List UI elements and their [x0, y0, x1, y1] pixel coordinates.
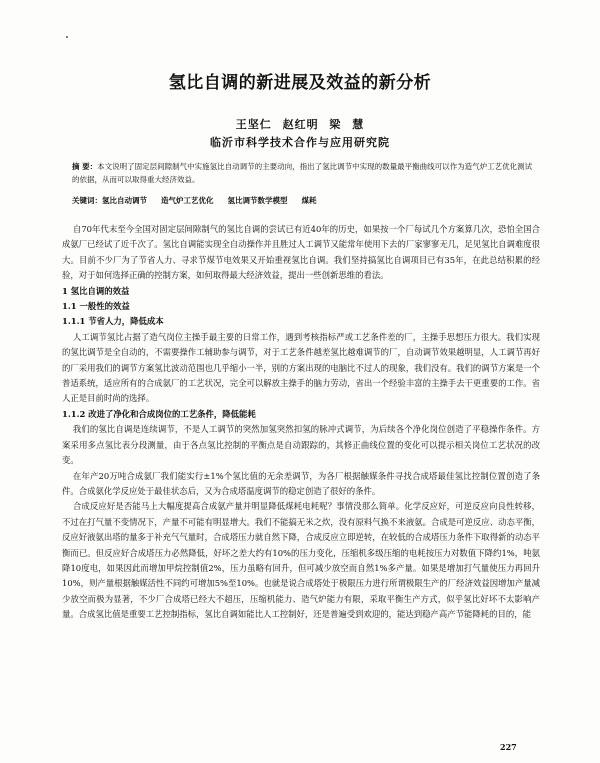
body-text	[62, 222, 540, 623]
section-heading-1-1-1: 1.1.1 节省人力，降低成本	[62, 316, 164, 327]
abstract-label: 摘 要：	[72, 162, 98, 171]
paragraph-synthesis: 合成反应好是否能马上大幅度提高合成氨产量并明显降低煤耗电耗呢？事情没那么简单。化学反应好，可逆反应向良性转移，不过在打气量不变情况下，产量不可能有明显增大。我们不能搞无米之炊，没有原料气换不来液氨。合成是可逆反应、动态平衡，反应好液氨出塔的量多于补充气气量时，合成塔压力就自然下降，合成反应立即逆转，在较低的合成塔压力条件下取得新的动态平衡而已。但反应好合成塔压力必然降低，好坏之差大约有10%的压力变化，压缩机多级压缩的电耗按压力对数值下降约1%，吨氨降10度电，如果因此而增加甲烷控制值2%，压力虽略有回升，但可减少放空而自然1%多产量。如果是增加打气量使压力再回升10%，则产量根据触媒活性不同约可增加5%至10%。也就是说合成塔处于极限压力进行所谓极限生产的厂经济效益因增加产量减少放空而极为显著，不少厂合成塔已经大不超压，压缩机能力、造气炉能力有限，采取平衡生产方式，似乎氢比好坏不太影响产量。合成氢比值是重要工艺控制指标，氢比自调如能比人工控制好，还是普遍受到欢迎的，能达到稳产高产节能降耗的目的，能	[62, 501, 540, 620]
keyword: 煤耗	[301, 196, 317, 205]
scan-speck	[66, 36, 68, 38]
author-line: 王坚仁 赵红明 梁 慧	[235, 118, 365, 131]
paragraph-labor: 人工调节氢比占据了造气岗位主操手最主要的日常工作，遇到考核指标严或工艺条件差的厂，主操手思想压力很大。我们实现的氢比调节是全自动的，不需要操作工辅助参与调节，对于工艺条件越差氢比越难调节的厂，自动调节效果越明显，人工调节再好的厂采用我们的调节方案氢比波动范围也几乎缩小一半，别的方案出现的电脑比不过人的现象，我们没有。我们的调节方案是一个普适系统，适应所有的合成氨厂的工艺状况，完全可以解放主操手的脑力劳动，省出一个经验丰富的主操手去干更重要的工作。省人正是目前时尚的选择。	[62, 331, 540, 404]
affiliation: 临沂市科学技术合作与应用研究院	[210, 136, 390, 149]
keywords	[72, 194, 538, 207]
keyword: 氢比调节数学模型	[227, 196, 288, 205]
page-number: 227	[500, 742, 517, 752]
abstract	[72, 160, 538, 186]
keyword: 氢比自动调节	[102, 196, 147, 205]
paper-title: 氢比自调的新进展及效益的新分析	[168, 73, 432, 93]
paragraph-process: 我们的氢比自调是连续调节，不是人工调节的突然加氢突然扣氢的脉冲式调节，为后续各个净化岗位创造了平稳操作条件。方案采用多点氢比表分段测量，由于各点氢比控制的平衡点是自动跟踪的，其修正曲线位置的变化可以提示相关岗位工艺状况的改变。	[62, 424, 540, 466]
section-heading-1-1: 1.1 一般性的效益	[62, 301, 130, 312]
section-heading-1: 1 氢比自调的效益	[62, 285, 130, 296]
paragraph-intro: 自70年代末至今全国对固定层间隙制气的氢比自调的尝试已有近40年的历史，如果按一个厂每试几个方案算几次，恐怕全国合成氨厂已经试了近千次了。氢比自调能实现全自动操作并且胜过人工调节又能常年使用下去的厂家寥寥无几，足见氢比自调难度很大。目前不少厂为了节省人力、寻求节煤节电效果又开始重视氢比自调。我们坚持搞氢比自调项目已有35年，在此总结积累的经验，对于如何选择正确的控制方案，如何取得最大经济效益，提出一些创新思维的看法。	[62, 224, 540, 281]
keywords-label: 关键词：	[72, 196, 102, 205]
keyword: 造气炉工艺优化	[161, 196, 214, 205]
paragraph-capacity: 在年产20万吨合成氨厂我们能实行±1%个氢比值的无余差调节，为各厂根据触媒条件寻找合成塔最佳氢比控制位置创造了条件。合成氨化学反应处于最佳状态后，又为合成塔温度调节的稳定创造了很好的条件。	[62, 470, 540, 496]
section-heading-1-1-2: 1.1.2 改进了净化和合成岗位的工艺条件，降低能耗	[62, 408, 256, 419]
abstract-text: 本文说明了固定层间隙制气中实施氢比自动调节的主要动向，指出了氢比调节中实现的数量最平衡曲线可以作为造气炉工艺优化测试的依据，从而可以取得重大经济效益。	[72, 162, 533, 184]
